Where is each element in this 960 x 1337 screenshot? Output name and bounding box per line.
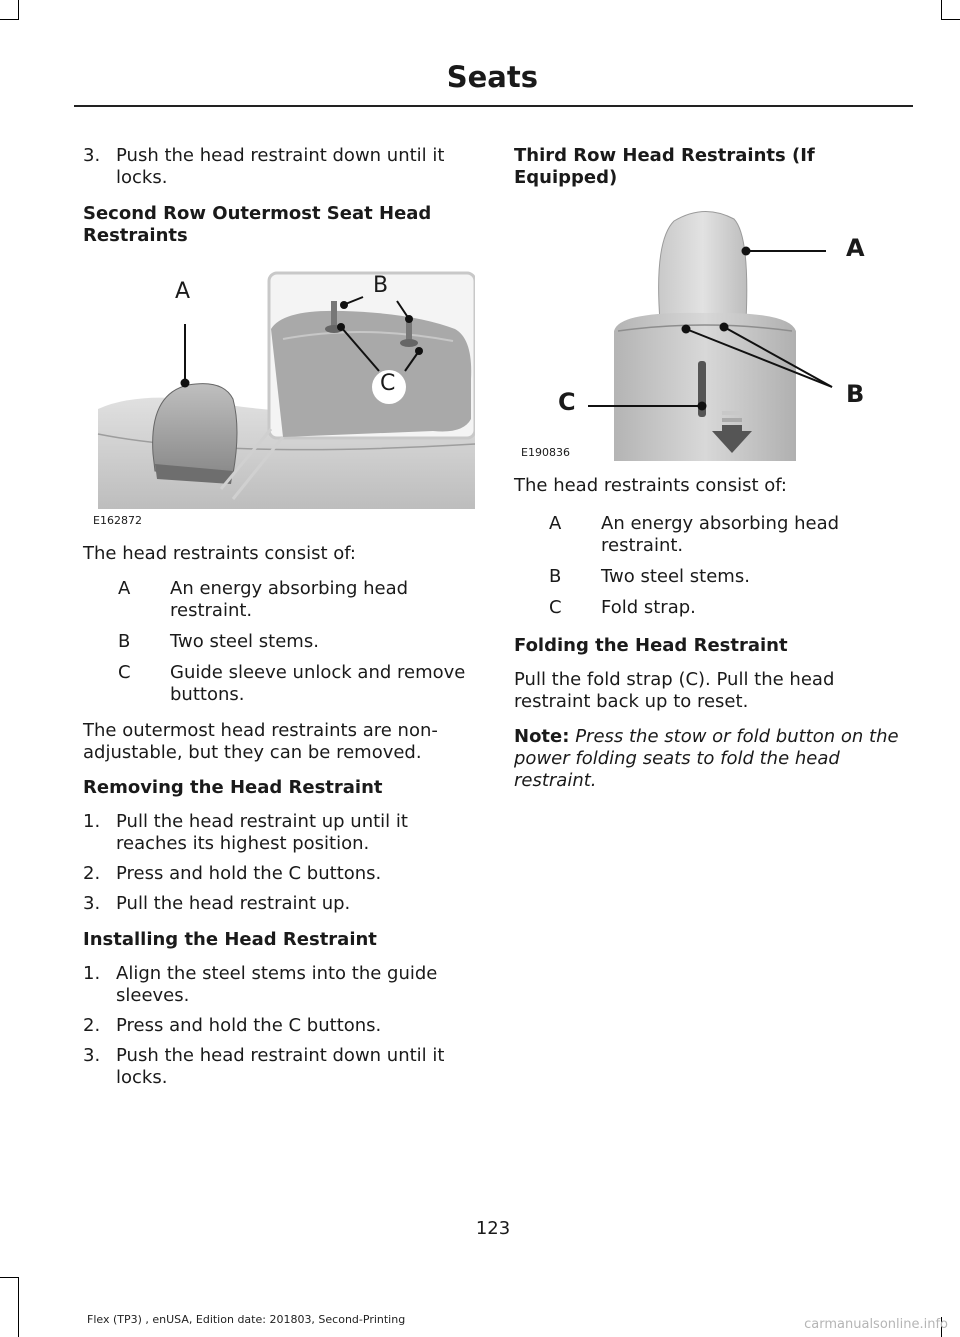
figure1-label-c: C (380, 371, 396, 396)
crop-mark-top-left-h (0, 19, 19, 20)
legend-item: C Guide sleeve unlock and remove buttons. (118, 662, 466, 705)
watermark: carmanualsonline.info (804, 1317, 948, 1332)
figure-third-row-head-restraint (514, 201, 906, 461)
figure1-label-a: A (175, 279, 191, 304)
heading-installing: Installing the Head Restraint (83, 929, 377, 950)
outermost-paragraph: The outermost head restraints are non-adjustable, but they can be removed. (83, 720, 438, 763)
note-text: Press the stow or fold button on the power folding seats to fold the head restraint. (514, 726, 899, 791)
crop-mark-bottom-left-v (18, 1277, 19, 1337)
right-column (514, 145, 906, 805)
list-item: 3. Push the head restraint down until it locks. (83, 145, 445, 188)
consist-intro-right: The head restraints consist of: (514, 475, 787, 496)
list-item: 1. Align the steel stems into the guide sleeves. (83, 963, 438, 1006)
crop-mark-top-left-v (18, 0, 19, 20)
figure1-label-b: B (373, 273, 389, 298)
crop-mark-top-right-v (941, 0, 942, 20)
legend-item: B Two steel stems. (118, 631, 319, 652)
consist-intro-left: The head restraints consist of: (83, 543, 356, 564)
header-rule (74, 105, 913, 107)
heading-second-row: Second Row Outermost Seat Head Restraints (83, 203, 432, 246)
left-column (83, 145, 475, 1097)
list-item: 3. Pull the head restraint up. (83, 893, 351, 914)
page-number: 123 (475, 1218, 511, 1239)
figure2-id: E190836 (521, 446, 570, 459)
list-item: 2. Press and hold the C buttons. (83, 1015, 382, 1036)
crop-mark-bottom-left-h (0, 1277, 19, 1278)
legend-item: A An energy absorbing head restraint. (118, 578, 409, 621)
folding-paragraph: Pull the fold strap (C). Pull the head restraint back up to reset. (514, 669, 835, 712)
figure2-label-c: C (558, 388, 576, 416)
figure-second-row-head-restraint (83, 259, 475, 529)
legend-item: B Two steel stems. (549, 566, 750, 587)
figure1-id: E162872 (93, 514, 142, 527)
heading-removing: Removing the Head Restraint (83, 777, 383, 798)
edition-footer: Flex (TP3) , enUSA, Edition date: 201803, Second-Printing (87, 1313, 406, 1326)
page-title: Seats (446, 60, 538, 94)
heading-third-row: Third Row Head Restraints (If Equipped) (514, 145, 815, 188)
figure2-label-a: A (846, 234, 865, 262)
list-item: 2. Press and hold the C buttons. (83, 863, 382, 884)
note-paragraph (514, 726, 906, 792)
list-item: 1. Pull the head restraint up until it reaches its highest position. (83, 811, 408, 854)
list-item: 3. Push the head restraint down until it locks. (83, 1045, 445, 1088)
crop-mark-top-right-h (941, 19, 960, 20)
legend-item: C Fold strap. (549, 597, 696, 618)
figure2-label-b: B (846, 380, 865, 408)
heading-folding: Folding the Head Restraint (514, 635, 788, 656)
note-label: Note: (514, 726, 570, 747)
legend-item: A An energy absorbing head restraint. (549, 513, 840, 556)
